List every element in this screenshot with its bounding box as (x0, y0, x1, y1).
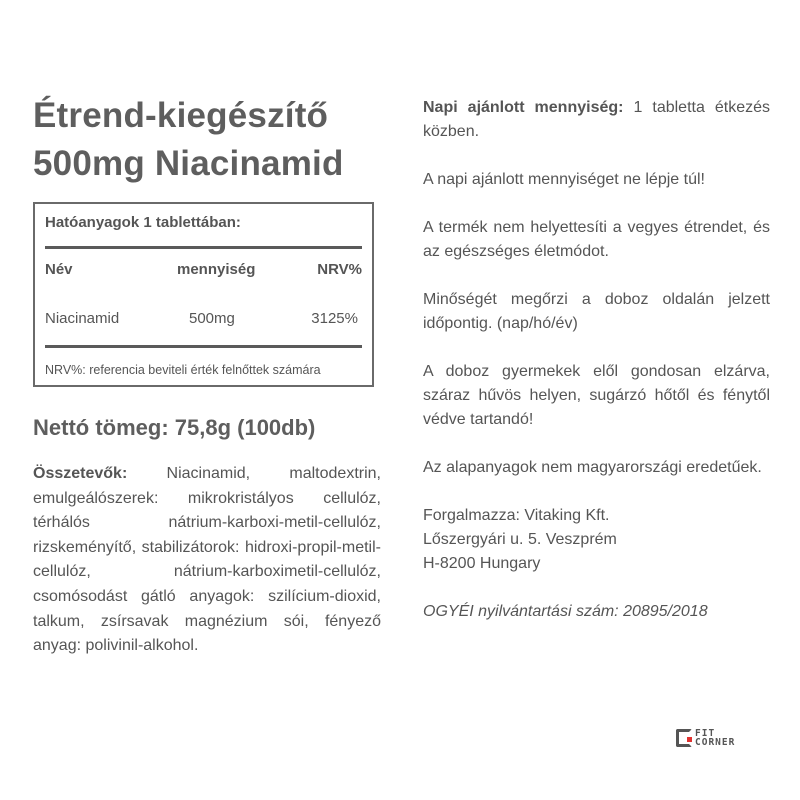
origin-note: Az alapanyagok nem magyarországi eredetűek. (423, 459, 762, 476)
column-header-amount: mennyiség (177, 261, 256, 278)
active-ingredients-table (33, 202, 374, 387)
column-header-nrv: NRV% (317, 261, 362, 278)
cell-amount: 500mg (189, 310, 235, 327)
cell-nrv: 3125% (311, 310, 358, 327)
table-heading: Hatóanyagok 1 tablettában: (45, 214, 241, 231)
distributor-line-3: H-8200 Hungary (423, 555, 541, 572)
dosage-paragraph (423, 96, 770, 144)
cell-name: Niacinamid (45, 310, 120, 327)
nrv-footnote: NRV%: referencia beviteli érték felnőttek számára (45, 363, 321, 377)
fit-corner-logo (676, 727, 735, 749)
ingredients-label: Összetevők: (33, 465, 128, 482)
logo-mark-icon (676, 729, 692, 747)
net-weight: Nettó tömeg: 75,8g (100db) (33, 415, 316, 440)
product-title (33, 92, 381, 188)
table-divider-top (45, 246, 362, 249)
distributor-block (423, 504, 770, 576)
table-divider-bottom (45, 345, 362, 348)
column-header-name: Név (45, 261, 73, 278)
ingredients-text: Niacinamid, maltodextrin, emulgeálószerek: mikrokristályos cellulóz, térhálós nátrium-karboxi-metil-cellulóz, rizskeményítő, stabilizátorok: hidroxi-propil-metil-cellulóz, nátrium-karboximetil-cellulóz, csomósodást gátló anyagok: szilícium-dioxid, talkum, zsírsavak magnézium sói, fényező anyag: polivinil-alkohol. (33, 465, 381, 655)
title-line-1: Étrend-kiegészítő (33, 96, 329, 135)
storage-note: A doboz gyermekek elől gondosan elzárva, száraz hűvös helyen, sugárzó hőtől és fénytől védve tartandó! (423, 363, 770, 428)
left-column (33, 92, 381, 659)
logo-text-line-2: CORNER (695, 737, 736, 748)
ingredients-paragraph (33, 462, 381, 659)
logo-text-line-1: FIT (695, 727, 716, 739)
distributor-line-2: Lőszergyári u. 5. Veszprém (423, 531, 617, 548)
dosage-label: Napi ajánlott mennyiség: (423, 99, 624, 116)
title-line-2: 500mg Niacinamid (33, 144, 344, 183)
logo-wordmark (695, 729, 735, 748)
best-before-note: Minőségét megőrzi a doboz oldalán jelzett időpontig. (nap/hó/év) (423, 291, 770, 332)
dosage-text: 1 tabletta étkezés közben. (423, 99, 771, 140)
right-column (423, 96, 770, 648)
dosage-warning: A napi ajánlott mennyiséget ne lépje túl! (423, 171, 705, 188)
registration-number: OGYÉI nyilvántartási szám: 20895/2018 (423, 603, 708, 620)
diet-note: A termék nem helyettesíti a vegyes étrendet, és az egészséges életmódot. (423, 219, 770, 260)
distributor-line-1: Forgalmazza: Vitaking Kft. (423, 507, 610, 524)
